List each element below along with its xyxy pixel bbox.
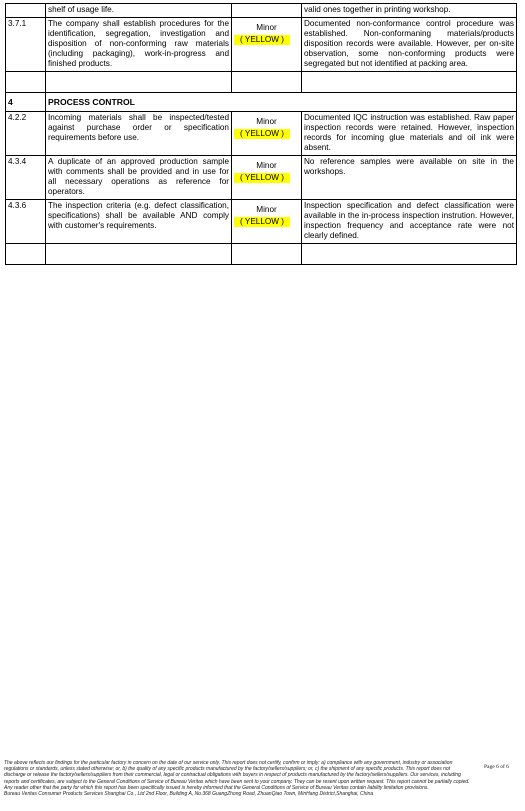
table-row xyxy=(6,156,517,200)
requirement-text: shelf of usage life. xyxy=(46,4,232,18)
finding-text: Documented IQC instruction was established. Raw paper inspection records were retained. However, inspection records for incoming glue materials and oil ink were absent. xyxy=(302,112,517,156)
page-number: Page 6 of 6 xyxy=(484,764,509,770)
severity-label: Minor xyxy=(256,161,277,170)
empty-row xyxy=(6,72,517,93)
severity-color-badge: ( YELLOW ) xyxy=(234,173,290,183)
footer-disclaimer: The above reflects our findings for the particular factory in concern on the date of our service only. This report does not certify, confirm or imply: a) compliance with any government, industry or association regulations or standards, unless stated otherwise; or, b) the quality of any specific products manufactured by the factory/sellers/suppliers; or, c) the shipment of any specific products. This report does not discharge or release the factory/sellers/suppliers from their commercial, legal or contractual obligations with buyers in respect of products manufactured by the factory/sellers/suppliers. Our services, including reports and certificates, are subject to the General Conditions of Service of Bureau Veritas which have been sent to your company. They can be resent upon written request. This report cannot be partially copied. Any reader other that the party for which this report has been specifically issued is hereby informed that the General Conditions of Service of Bureau Veritas contain liability limitation provisions. xyxy=(4,760,470,791)
requirement-text: The company shall establish procedures for the identification, segregation, investigation and disposition of non-conforming raw materials (including packaging), work-in-progress and finished products. xyxy=(46,18,232,72)
clause-ref: 4.2.2 xyxy=(6,112,46,156)
requirement-text: A duplicate of an approved production sample with comments shall be provided and in use for all necessary operations as reference for operators. xyxy=(46,156,232,200)
table-row xyxy=(6,112,517,156)
clause-ref: 4.3.6 xyxy=(6,200,46,244)
finding-text: Documented non-conformance control procedure was established. Non-conformaning materials/products disposition records were available. However, per on-site observation, some non-conforming products were segregated but not identified at packing area. xyxy=(302,18,517,72)
severity-label: Minor xyxy=(256,23,277,32)
finding-text: valid ones together in printing workshop. xyxy=(302,4,517,18)
table-row xyxy=(6,4,517,18)
report-footer xyxy=(4,760,472,797)
table-row xyxy=(6,200,517,244)
severity-color-badge: ( YELLOW ) xyxy=(234,129,290,139)
grade-cell xyxy=(232,112,302,156)
grade-cell xyxy=(232,4,302,18)
grade-cell xyxy=(232,18,302,72)
severity-label: Minor xyxy=(256,205,277,214)
requirement-text: Incoming materials shall be inspected/tested against purchase order or specification requirements before use. xyxy=(46,112,232,156)
table-row xyxy=(6,18,517,72)
section-title: PROCESS CONTROL xyxy=(46,93,517,112)
clause-ref: 4.3.4 xyxy=(6,156,46,200)
finding-text: No reference samples were available on site in the workshops. xyxy=(302,156,517,200)
severity-color-badge: ( YELLOW ) xyxy=(234,35,290,45)
clause-ref xyxy=(6,4,46,18)
severity-label: Minor xyxy=(256,117,277,126)
grade-cell xyxy=(232,156,302,200)
section-header-row xyxy=(6,93,517,112)
clause-ref: 3.7.1 xyxy=(6,18,46,72)
footer-address: Bureau Veritas Consumer Products Services Shanghai Co., Ltd 2nd Floor, Building A, No.368 GuangZhong Road, ZhuanQiao Town, MinHang District,Shanghai, China xyxy=(4,791,374,798)
grade-cell xyxy=(232,200,302,244)
severity-color-badge: ( YELLOW ) xyxy=(234,217,290,227)
empty-row xyxy=(6,244,517,265)
finding-text: Inspection specification and defect classification were available in the in-process inspection instrution. However, inspection frequency and acceptance rate were not clearly defined. xyxy=(302,200,517,244)
section-number: 4 xyxy=(6,93,46,112)
requirement-text: The inspection criteria (e.g. defect classification, specifications) shall be available AND comply with customer's requirements. xyxy=(46,200,232,244)
audit-findings-table xyxy=(5,3,517,265)
